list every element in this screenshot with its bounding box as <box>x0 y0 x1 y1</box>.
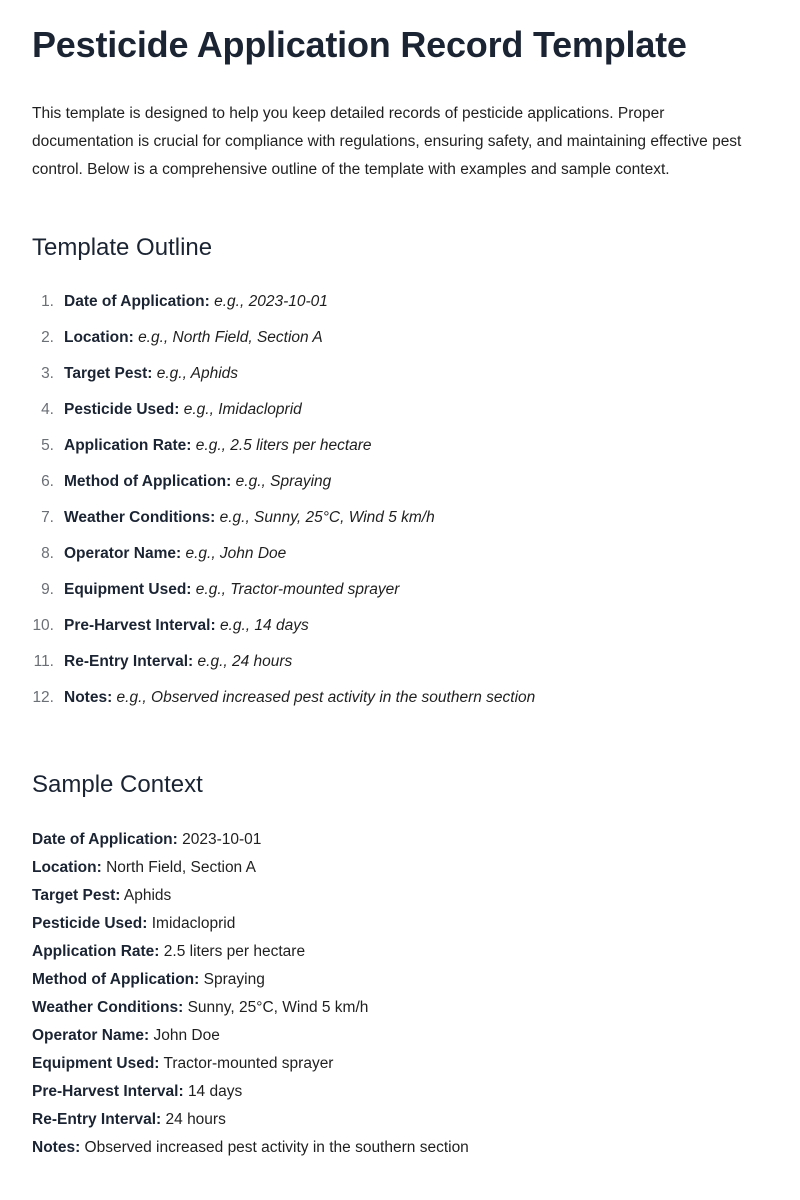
item-example: e.g., 14 days <box>219 617 309 634</box>
context-label: Date of Application: <box>32 831 178 848</box>
item-example: e.g., Aphids <box>156 365 239 382</box>
outline-item <box>32 289 768 325</box>
context-value: 24 hours <box>165 1111 226 1128</box>
context-label: Location: <box>32 859 102 876</box>
outline-heading: Template Outline <box>32 234 213 261</box>
context-value: North Field, Section A <box>106 859 256 876</box>
context-label: Target Pest: <box>32 887 121 904</box>
outline-item <box>32 505 768 541</box>
item-label: Operator Name: <box>64 545 182 562</box>
item-label: Equipment Used: <box>64 581 192 598</box>
item-example: e.g., John Doe <box>185 545 287 562</box>
context-row <box>32 938 768 966</box>
item-example: e.g., Sunny, 25°C, Wind 5 km/h <box>219 509 435 526</box>
outline-list <box>32 289 768 721</box>
context-value: Observed increased pest activity in the southern section <box>84 1139 469 1156</box>
context-label: Pesticide Used: <box>32 915 148 932</box>
item-number: 12. <box>32 689 54 706</box>
context-row <box>32 994 768 1022</box>
context-label: Re-Entry Interval: <box>32 1111 162 1128</box>
outline-item <box>32 649 768 685</box>
outline-item <box>32 685 768 721</box>
context-row <box>32 854 768 882</box>
context-row <box>32 1022 768 1050</box>
item-example: e.g., 2.5 liters per hectare <box>195 437 372 454</box>
item-label: Weather Conditions: <box>64 509 216 526</box>
item-label: Pesticide Used: <box>64 401 180 418</box>
context-label: Application Rate: <box>32 943 160 960</box>
context-value: John Doe <box>153 1027 220 1044</box>
item-example: e.g., Spraying <box>235 473 332 490</box>
item-label: Method of Application: <box>64 473 232 490</box>
context-value: Tractor-mounted sprayer <box>163 1055 334 1072</box>
page-title: Pesticide Application Record Template <box>32 24 687 65</box>
context-row <box>32 1134 768 1162</box>
outline-item <box>32 613 768 649</box>
context-value: Spraying <box>203 971 265 988</box>
context-row <box>32 1106 768 1134</box>
context-label: Operator Name: <box>32 1027 150 1044</box>
item-number: 4. <box>41 401 54 418</box>
context-value: 14 days <box>187 1083 243 1100</box>
item-number: 7. <box>41 509 54 526</box>
item-number: 2. <box>41 329 54 346</box>
context-row <box>32 826 768 854</box>
item-example: e.g., 2023-10-01 <box>214 293 328 310</box>
item-number: 8. <box>41 545 54 562</box>
item-example: e.g., Imidacloprid <box>183 401 302 418</box>
context-row <box>32 1078 768 1106</box>
item-label: Location: <box>64 329 134 346</box>
item-number: 10. <box>32 617 54 634</box>
item-label: Pre-Harvest Interval: <box>64 617 216 634</box>
outline-item <box>32 433 768 469</box>
context-label: Weather Conditions: <box>32 999 184 1016</box>
sample-context-list <box>32 826 768 1162</box>
context-row <box>32 966 768 994</box>
outline-item <box>32 541 768 577</box>
context-label: Notes: <box>32 1139 81 1156</box>
item-example: e.g., 24 hours <box>197 653 293 670</box>
item-number: 5. <box>41 437 54 454</box>
outline-item <box>32 361 768 397</box>
item-example: e.g., Observed increased pest activity in the southern section <box>116 689 536 706</box>
item-number: 11. <box>33 653 54 670</box>
item-example: e.g., North Field, Section A <box>138 329 323 346</box>
outline-item <box>32 397 768 433</box>
item-example: e.g., Tractor-mounted sprayer <box>195 581 400 598</box>
item-label: Target Pest: <box>64 365 153 382</box>
outline-item <box>32 325 768 361</box>
item-number: 6. <box>41 473 54 490</box>
context-label: Method of Application: <box>32 971 200 988</box>
item-number: 9. <box>41 581 54 598</box>
context-row <box>32 910 768 938</box>
item-number: 3. <box>41 365 54 382</box>
sample-context-heading: Sample Context <box>32 771 203 798</box>
context-value: Imidacloprid <box>151 915 236 932</box>
item-number: 1. <box>41 293 54 310</box>
item-label: Application Rate: <box>64 437 192 454</box>
item-label: Re-Entry Interval: <box>64 653 194 670</box>
context-value: Aphids <box>123 887 172 904</box>
context-label: Pre-Harvest Interval: <box>32 1083 184 1100</box>
context-row <box>32 1050 768 1078</box>
context-label: Equipment Used: <box>32 1055 160 1072</box>
item-label: Notes: <box>64 689 113 706</box>
context-row <box>32 882 768 910</box>
context-value: 2.5 liters per hectare <box>163 943 306 960</box>
context-value: 2023-10-01 <box>182 831 262 848</box>
intro-paragraph: This template is designed to help you keep detailed records of pesticide applications. Proper documentation is crucial for compliance with regulations, ensuring safety, and maintaining effective pest control. Below is a comprehensive outline of the template with examples and sample context. <box>32 105 742 178</box>
outline-item <box>32 577 768 613</box>
context-value: Sunny, 25°C, Wind 5 km/h <box>187 999 369 1016</box>
outline-item <box>32 469 768 505</box>
item-label: Date of Application: <box>64 293 210 310</box>
